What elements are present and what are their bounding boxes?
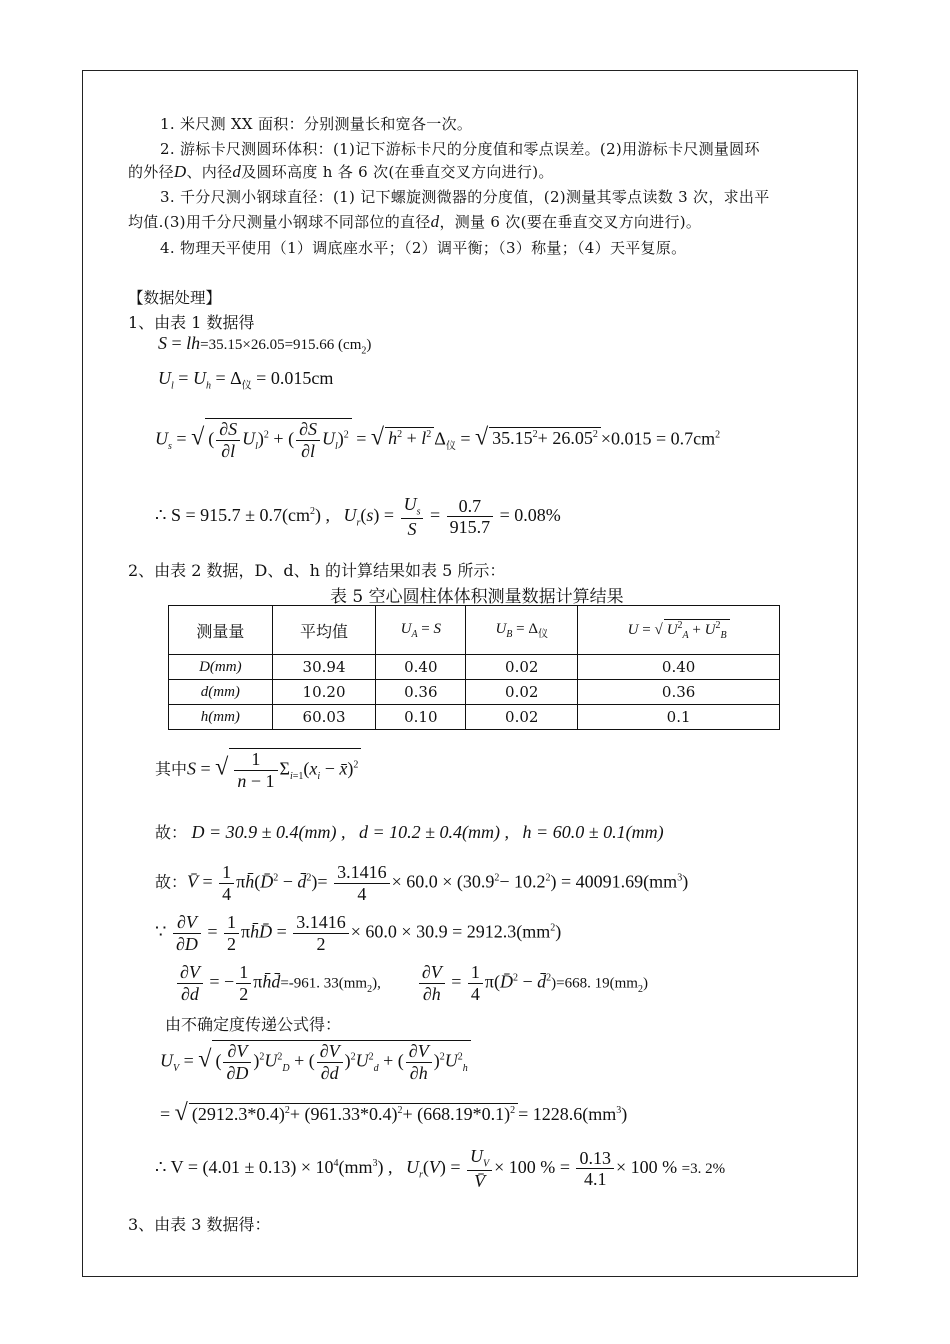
results-table [168,605,780,730]
propagation-text: 由不确定度传递公式得： [165,1015,342,1034]
step-2-line2: 的外径D、内径d及圆环高度 h 各 6 次(在垂直交叉方向进行)。 [128,162,554,181]
std-dev-definition: 其中S = √ $\frac{1}{n - 1}$ $\Sigma_{i=1}(x_i$ − x̄)$^2$ [155,748,361,791]
dimension-results: 故： D = 30.9 ± 0.4(mm) , d = 10.2 ± 0.4(mm) , h = 60.0 ± 0.1(mm) [155,822,664,842]
data-section-title: 【数据处理】 [128,289,222,307]
area-equation: S = lh=35.15×26.05=915.66 $(cm_2)$ [158,333,372,357]
step-3-line1: 3. 千分尺测小钢球直径：(1) 记下螺旋测微器的分度值，(2)测量其零点读数 3 次，求出平 [160,188,770,206]
step-3-line2: 均值.(3)用千分尺测量小钢球不同部位的直径d，测量 6 次(要在垂直交叉方向进行)。 [128,212,702,231]
header-quantity: 测量量 [169,606,273,655]
section-2-heading: 2、由表 2 数据，D、d、h 的计算结果如表 5 所示： [128,561,506,580]
header-ub: $U_B = \Delta_仪$ [466,606,578,655]
header-ua: $U_A = S$ [376,606,466,655]
table-header-row [169,606,780,655]
partial-dvdD: ∵ $\frac{\partial V}{\partial D}$ = $\frac{1}{2}$ πh̄D̄ = $\frac{3.1416}{2}$ × $60.0 \times 30.9 = 2912.3(mm^2)$ [155,912,562,954]
step-2-line1: 2. 游标卡尺测圆环体积：(1)记下游标卡尺的分度值和零点误差。(2)用游标卡尺测量圆环 [160,140,760,158]
header-average: 平均值 [272,606,376,655]
step-4: 4. 物理天平使用（1）调底座水平；（2）调平衡；（3）称量；（4）天平复原。 [160,239,687,257]
section-3-heading: 3、由表 3 数据得： [128,1215,271,1234]
table-caption: 表 5 空心圆柱体体积测量数据计算结果 [330,587,624,607]
partial-dvdd-dvdh: $\frac{\partial V}{\partial d}$ = − $\frac{1}{2}$ πh̄d̄=-961. $33(mm_2)$, $\frac{\partial V}{\partial h}$ = $\frac{1}{4}$ π(D̄$^2$ − d̄$^2$)=668. $19(mm_2)$ [175,962,648,1004]
uncertainty-area: $U_s$ = √ ( $\frac{\partial S}{\partial l}$ $U_l)^2$ + ( $\frac{\partial S}{\partial l}$ $U_l)^2$ = √ $h^2 + l^2$ $\Delta_仪$ = √ $35.15^2+ 26.05^2 \times 0.015 = 0.7cm^2$ [155,419,721,461]
table-row: d(mm) 10.20 0.36 0.02 0.36 [169,680,780,705]
section-1-heading: 1、由表 1 数据得 [128,313,255,332]
uncertainty-l-h: $U_l = U_h = \Delta_仪 = 0.015cm$ [158,368,334,392]
table-row: h(mm) 60.03 0.10 0.02 0.1 [169,705,780,730]
step-1: 1. 米尺测 XX 面积：分别测量长和宽各一次。 [160,115,473,133]
uncertainty-volume-numeric: = √ $(2912.3*0.4)^2+ (961.33*0.4)^2+ (668.19*0.1)^2 = 1228.6(mm^3)$ [160,1100,628,1126]
header-u: U = √ $U^2_A + U^2_B$ [578,606,780,655]
uncertainty-volume: $U_V$ = √ ( $\frac{\partial V}{\partial D}$ )$^2U^2_D$ + ( $\frac{\partial V}{\partial d}$ )$^2U^2_d$ + ( $\frac{\partial V}{\partial h}$ )$^2U^2_h$ [160,1040,471,1083]
volume-final-result: ∴ $V = (4.01 \pm 0.13) \times 10^4(mm^3)$ , $U_r(V)$ = $\frac{U_V}{V̄}$ × 100 % = $\frac{0.13}{4.1}$ × 100 % =3. 2% [155,1146,726,1192]
volume-equation: 故：V̄ = $\frac{1}{4}$ πh̄(D̄$^2$ − d̄$^2$)= $\frac{3.1416}{4}$ × $60.0 \times (30.9^2- 10.2^2) = 40091.69(mm^3)$ [155,862,689,904]
table-row: D(mm) 30.94 0.40 0.02 0.40 [169,655,780,680]
area-result: ∴ $S = 915.7 \pm 0.7(cm^2)$ , $U_r(s)$ = $\frac{U_s}{S}$ = $\frac{0.7}{915.7}$ = 0.08% [155,494,561,540]
